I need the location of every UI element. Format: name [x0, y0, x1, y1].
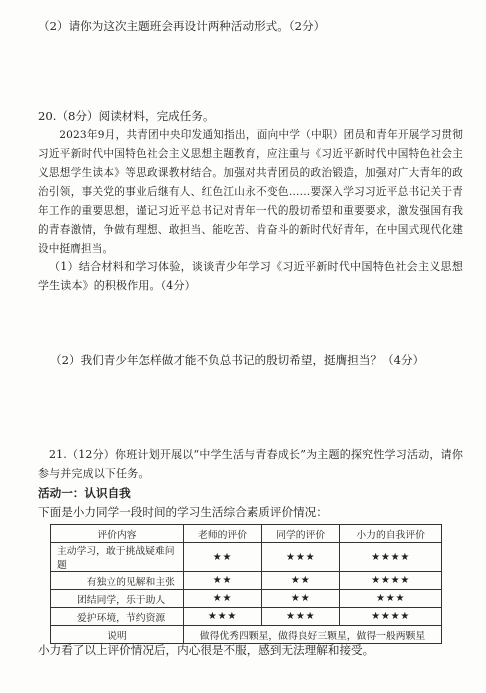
rating-stars: ★★	[183, 572, 261, 590]
table-row	[51, 543, 442, 572]
table-row	[51, 572, 442, 590]
table-header-row	[51, 525, 442, 543]
table-note-label: 说明	[51, 626, 184, 644]
table-cell: 爱护环境，节约资源	[51, 608, 184, 626]
q20-header: 20.（8分）阅读材料，完成任务。	[38, 109, 215, 123]
table-note-text: 做得优秀四颗星，做得良好三颗星，做得一般两颗星	[183, 626, 441, 644]
rating-stars: ★★★★	[340, 572, 442, 590]
table-row	[51, 608, 442, 626]
rating-stars: ★★★★	[340, 608, 442, 626]
rating-stars: ★★★	[262, 543, 340, 572]
rating-stars: ★★	[262, 572, 340, 590]
table-cell: 主动学习，敢于挑战疑难问题	[51, 543, 184, 572]
rating-stars: ★★	[183, 543, 261, 572]
table-cell: 有独立的见解和主张	[51, 572, 184, 590]
q20-part1: （1）结合材料和学习体验，谈谈青少年学习《习近平新时代中国特色社会主义思想学生读本》的积极作用。（4分）	[38, 260, 463, 292]
q21-intro: 下面是小力同学一段时间的学习生活综合素质评价情况：	[38, 505, 328, 519]
table-header: 评价内容	[51, 525, 184, 543]
table-header: 老师的评价	[183, 525, 261, 543]
rating-stars: ★★	[183, 590, 261, 608]
q20-part2: （2）我们青少年怎样做才能不负总书记的殷切希望，挺膺担当？（4分）	[50, 353, 425, 367]
q20-material: 2023年9月，共青团中央印发通知指出，面向中学（中职）团员和青年开展学习贯彻习近平新时代中国特色社会主义思想主题教育，应注重与《习近平新时代中国特色社会主义思想学生读本》等思政课教材结合。加强对共青团员的政治锻造，加强对广大青年的政治引领，事关党的事业后继有人、红色江山永不变色……要深入学习习近平总书记关于青年工作的重要思想，谨记习近平总书记对青年一代的殷切希望和重要要求，激发强国有我的青春激情，争做有理想、敢担当、能吃苦、肯奋斗的新时代好青年，在中国式现代化建设中挺膺担当。	[38, 129, 463, 255]
table-header: 小力的自我评价	[340, 525, 442, 543]
q19-part2: （2）请你为这次主题班会再设计两种活动形式。（2分）	[38, 19, 326, 33]
q21-header: 21.（12分）你班计划开展以“中学生活与青春成长”为主题的探究性学习活动，请你参与并完成以下任务。	[38, 448, 463, 480]
rating-stars: ★★★	[262, 608, 340, 626]
rating-stars: ★★	[262, 590, 340, 608]
q21-after-text: 小力看了以上评价情况后，内心很是不服，感到无法理解和接受。	[38, 643, 375, 657]
table-row	[51, 590, 442, 608]
rating-stars: ★★★★	[340, 543, 442, 572]
q21-activity1-title: 活动一：认识自我	[38, 486, 131, 500]
table-note-row	[51, 626, 442, 644]
evaluation-table	[50, 524, 442, 644]
rating-stars: ★★★	[340, 590, 442, 608]
table-header: 同学的评价	[262, 525, 340, 543]
table-cell: 团结同学，乐于助人	[51, 590, 184, 608]
rating-stars: ★★★	[183, 608, 261, 626]
